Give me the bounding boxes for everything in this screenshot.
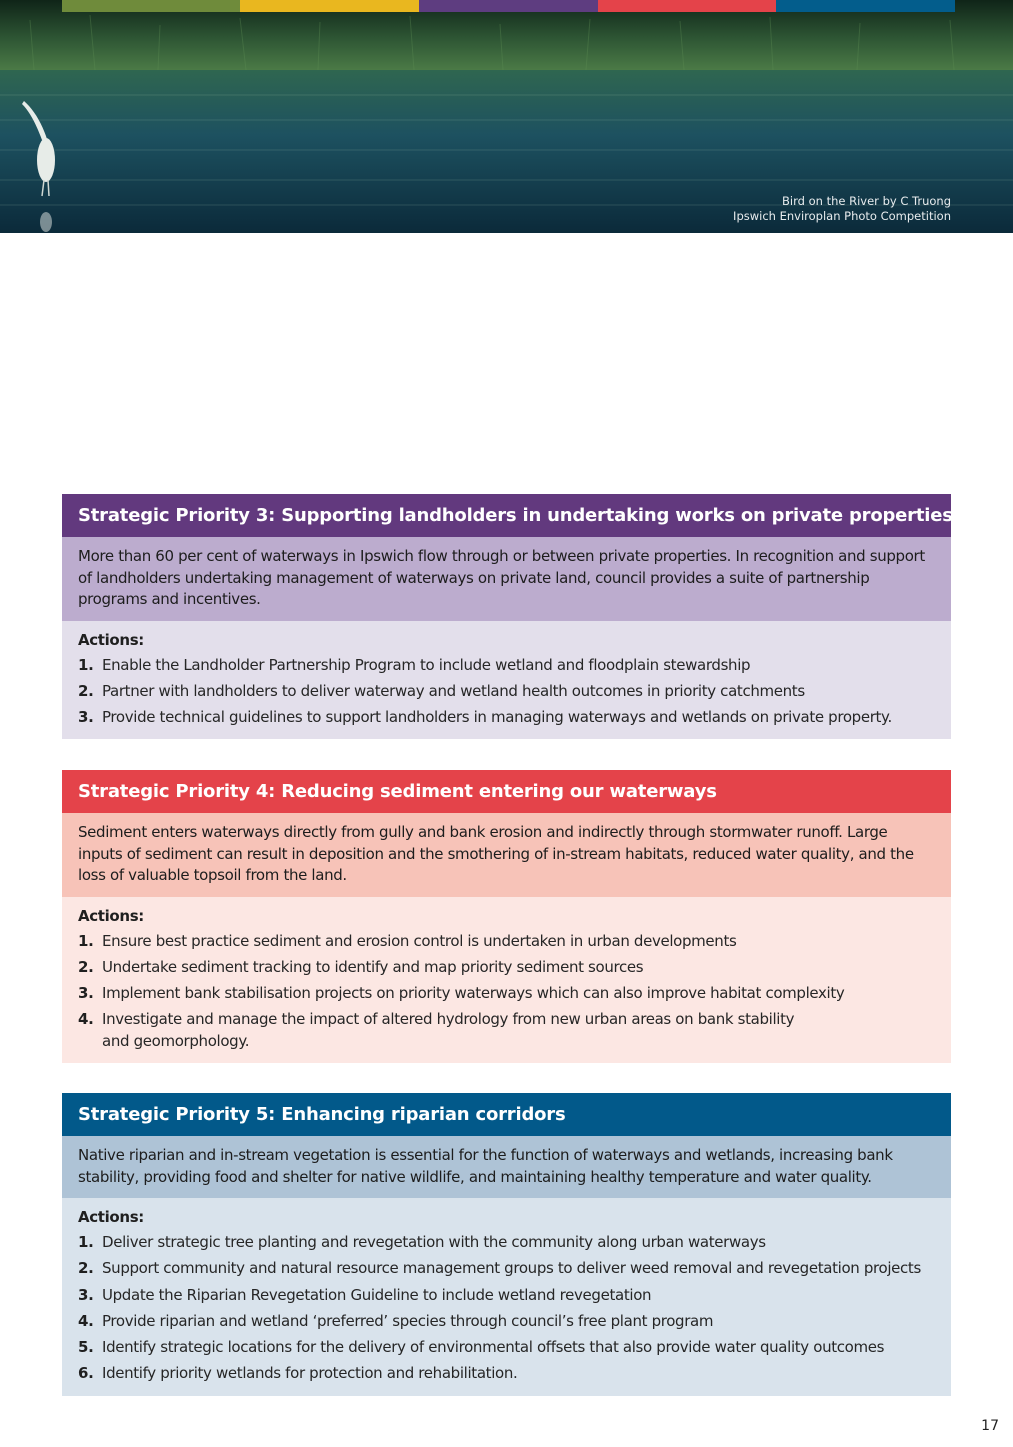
priority-intro: Native riparian and in-stream vegetation is essential for the function of waterways and wetlands, increasing bank stability, providing food and shelter for native wildlife, and maintaining healthy temperature and water quality.: [62, 1136, 951, 1198]
action-number: 3.: [78, 708, 94, 727]
action-text: Provide technical guidelines to support landholders in managing waterways and wetlands on private property.: [102, 708, 892, 727]
color-strip-blue: [776, 0, 955, 12]
action-item: [78, 1337, 935, 1359]
action-number: 2.: [78, 1259, 94, 1278]
action-number: 3.: [78, 984, 94, 1003]
priority-5-panel: [62, 1093, 951, 1396]
action-text: Identify strategic locations for the delivery of environmental offsets that also provide water quality outcomes: [102, 1338, 885, 1357]
actions-list: [62, 621, 951, 740]
page-number: 17: [981, 1418, 999, 1434]
action-number: 2.: [78, 957, 94, 976]
actions-label: Actions:: [78, 630, 144, 649]
action-text: Identify priority wetlands for protection and rehabilitation.: [102, 1364, 518, 1383]
color-strip-purple: [419, 0, 598, 12]
actions-list: [62, 897, 951, 1064]
photo-caption: [733, 194, 951, 223]
action-text: Provide riparian and wetland ‘preferred’ species through council’s free plant program: [102, 1311, 714, 1330]
action-number: 6.: [78, 1364, 94, 1383]
priority-intro: Sediment enters waterways directly from gully and bank erosion and indirectly through stormwater runoff. Large inputs of sediment can result in deposition and the smothering of in-stream habitats, reduced water quality, and the loss of valuable topsoil from the land.: [62, 813, 951, 897]
action-item: [78, 681, 935, 703]
priority-heading: Strategic Priority 3: Supporting landholders in undertaking works on private properties: [62, 494, 951, 537]
priority-4-panel: [62, 770, 951, 1063]
actions-label: Actions:: [78, 1208, 144, 1226]
action-text: Support community and natural resource management groups to deliver weed removal and revegetation projects: [102, 1259, 921, 1278]
photo-caption-credit: Ipswich Enviroplan Photo Competition: [733, 208, 951, 223]
action-item: [78, 1258, 935, 1280]
action-item: [78, 1363, 935, 1385]
priority-heading: Strategic Priority 4: Reducing sediment entering our waterways: [62, 770, 951, 813]
color-strip-red: [598, 0, 776, 12]
action-item: [78, 1009, 935, 1052]
action-text: Deliver strategic tree planting and revegetation with the community along urban waterways: [102, 1233, 766, 1251]
action-text: Ensure best practice sediment and erosion control is undertaken in urban developments: [102, 931, 737, 950]
action-text: Update the Riparian Revegetation Guideline to include wetland revegetation: [102, 1285, 652, 1304]
priority-3-panel: [62, 494, 951, 739]
photo-caption-title: Bird on the River by C Truong: [782, 194, 951, 208]
priority-heading: Strategic Priority 5: Enhancing riparian corridors: [62, 1093, 951, 1136]
action-number: 4.: [78, 1311, 94, 1330]
action-item: [78, 1311, 935, 1333]
action-number: 1.: [78, 655, 94, 674]
header-photo: [0, 0, 1013, 233]
action-item: [78, 957, 935, 979]
action-item: [78, 931, 935, 953]
action-item: [78, 655, 935, 677]
priority-intro: More than 60 per cent of waterways in Ipswich flow through or between private properties. In recognition and support of landholders undertaking management of waterways on private land, council provides a suite of partnership programs and incentives.: [62, 537, 951, 621]
action-text: Partner with landholders to deliver waterway and wetland health outcomes in priority catchments: [102, 681, 805, 700]
action-text: Investigate and manage the impact of altered hydrology from new urban areas on bank stability and geomorphology.: [102, 1010, 795, 1050]
action-number: 4.: [78, 1010, 94, 1029]
action-number: 5.: [78, 1338, 94, 1357]
color-strip-yellow: [240, 0, 419, 12]
action-item: [78, 983, 935, 1005]
actions-label: Actions:: [78, 906, 144, 925]
action-item: [78, 1285, 935, 1307]
action-text: Undertake sediment tracking to identify and map priority sediment sources: [102, 957, 644, 976]
actions-list: [62, 1198, 951, 1396]
color-strip-green: [62, 0, 240, 12]
action-text: Implement bank stabilisation projects on priority waterways which can also improve habitat complexity: [102, 984, 845, 1003]
action-number: 1.: [78, 1233, 94, 1251]
action-text: Enable the Landholder Partnership Program to include wetland and floodplain stewardship: [102, 655, 751, 674]
action-item: [78, 1232, 935, 1254]
action-item: [78, 707, 935, 729]
action-number: 1.: [78, 931, 94, 950]
action-number: 3.: [78, 1285, 94, 1304]
action-number: 2.: [78, 681, 94, 700]
